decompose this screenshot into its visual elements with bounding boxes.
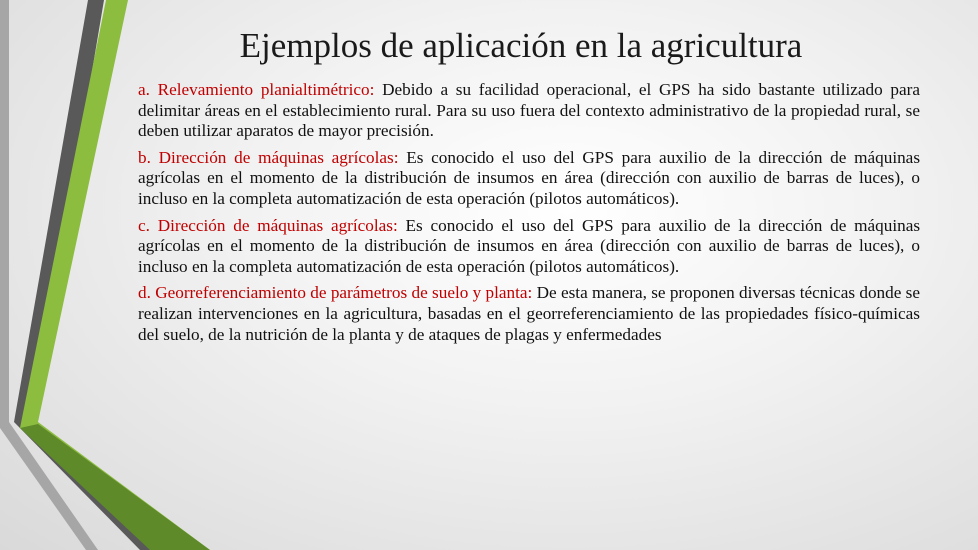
paragraph-d-body: De esta manera, se proponen diversas técnicas donde se realizan intervenciones en la agricultura, basadas en el georreferenciamiento de las propiedades físico-químicas del suelo, de la nutrición de la planta y de ataques de plagas y enfermedades [138, 283, 920, 344]
paragraph-d [138, 283, 920, 345]
paragraph-d-heading: d. Georreferenciamiento de parámetros de suelo y planta: [138, 283, 533, 303]
paragraph-a-heading: a. Relevamiento planialtimétrico: [138, 80, 375, 99]
paragraph-b-heading: b. Dirección de máquinas agrícolas: [138, 147, 399, 167]
paragraph-b [138, 148, 920, 210]
slide-content [138, 80, 920, 351]
paragraph-c [138, 216, 920, 278]
paragraph-a [138, 80, 920, 142]
slide-title: Ejemplos de aplicación en la agricultura [239, 26, 803, 65]
paragraph-b-body: Es conocido el uso del GPS para auxilio de la dirección de máquinas agrícolas en el momento de la distribución de insumos en área (dirección con auxilio de barras de luces), o incluso en la completa automatización de esta operación (pilotos automáticos). [138, 147, 921, 208]
paragraph-a-body: Debido a su facilidad operacional, el GPS ha sido bastante utilizado para delimitar áreas en el establecimiento rural. Para su uso fuera del contexto administrativo de la propiedad rural, se deben utilizar aparatos de mayor precisión. [138, 80, 920, 141]
paragraph-c-heading: c. Dirección de máquinas agrícolas: [138, 215, 398, 235]
paragraph-c-body: Es conocido el uso del GPS para auxilio de la dirección de máquinas agrícolas en el momento de la distribución de insumos en área (dirección con auxilio de barras de luces), o incluso en la completa automatización de esta operación (pilotos automáticos). [138, 215, 921, 276]
